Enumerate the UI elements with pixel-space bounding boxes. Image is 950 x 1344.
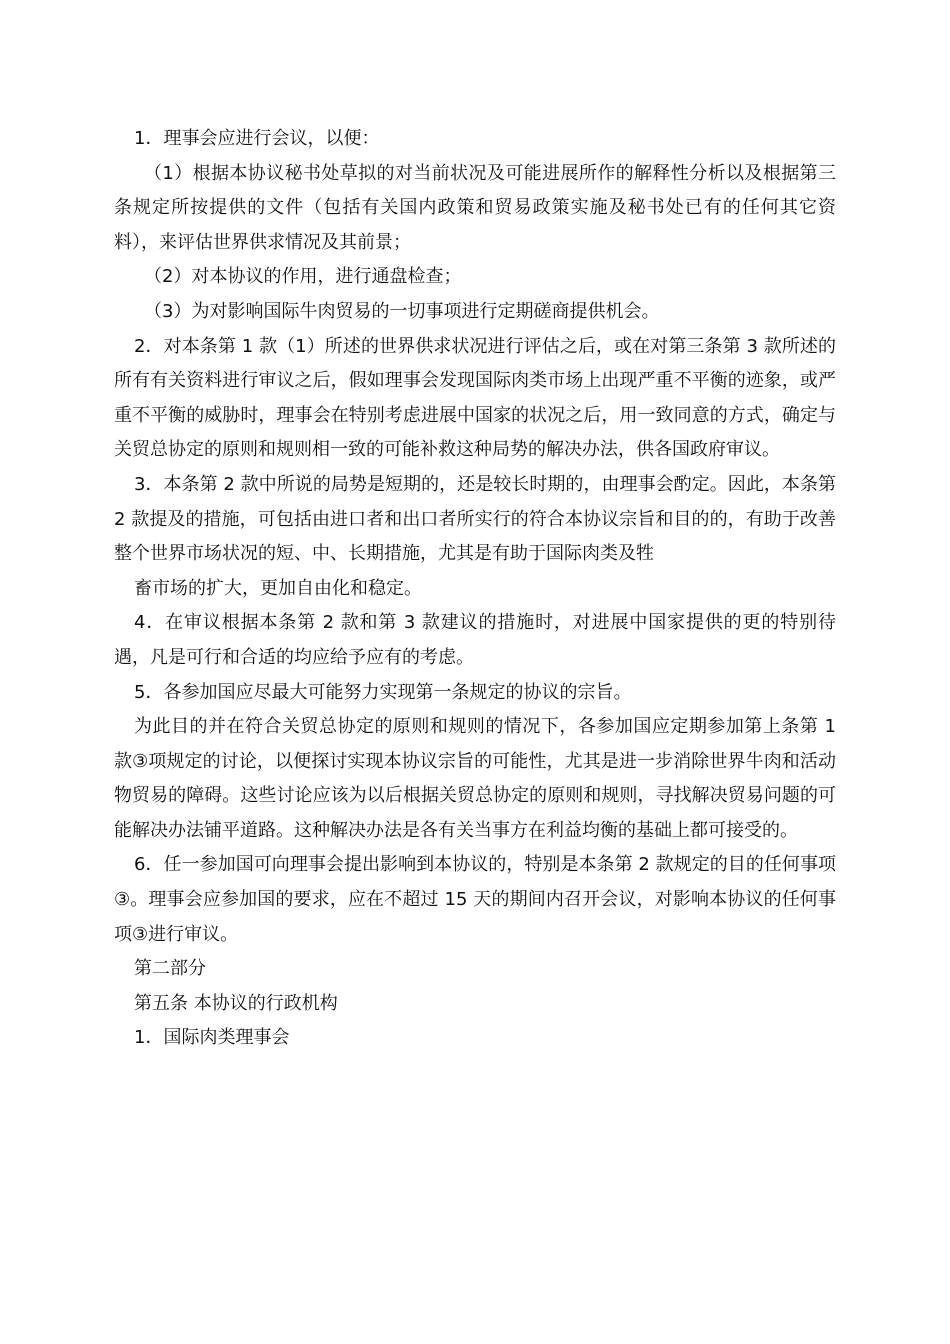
paragraph-sub-item-2: （2）对本协议的作用，进行通盘检查；: [144, 266, 462, 288]
part-heading: 第二部分: [134, 958, 206, 980]
paragraph-item-5-detail: 为此目的并在符合关贸总协定的原则和规则的情况下，各参加国应定期参加第上条第 1 款③项规定的讨论，以便探讨实现本协议宗旨的可能性，尤其是进一步消除世界牛肉和活动物贸易的障碍。这些讨论应该为以后根据关贸总协定的原则和规则，寻找解决贸易问题的可能解决办法铺平道路。这种解决办法是各有关当事方在利益均衡的基础上都可接受的。: [114, 716, 836, 841]
paragraph-sub-item-1: （1）根据本协议秘书处草拟的对当前状况及可能进展所作的解释性分析以及根据第三条规定所按提供的文件（包括有关国内政策和贸易政策实施及秘书处已有的任何其它资料），来评估世界供求情况及其前景；: [114, 162, 836, 253]
paragraph-item-1-heading: 1．理事会应进行会议，以便：: [134, 128, 380, 149]
paragraph-item-3: 3．本条第 2 款中所说的局势是短期的，还是较长时期的，由理事会酌定。因此，本条第 2 款提及的措施，可包括由进口者和出口者所实行的符合本协议宗旨和目的的，有助于改善整个世界市场状况的短、中、长期措施，尤其是有助于国际肉类及牲: [114, 473, 836, 565]
paragraph-item-2: 2．对本条第 1 款（1）所述的世界供求状况进行评估之后，或在对第三条第 3 款所述的所有有关资料进行审议之后，假如理事会发现国际肉类市场上出现严重不平衡的迹象，或严重不平衡的威胁时，理事会在特别考虑进展中国家的状况之后，用一致同意的方式，确定与关贸总协定的原则和规则相一致的可能补救这种局势的解决办法，供各国政府审议。: [114, 335, 836, 461]
paragraph-item-3-continuation: 畜市场的扩大，更加自由化和稳定。: [134, 577, 422, 599]
paragraph-item-5: 5．各参加国应尽最大可能努力实现第一条规定的协议的宗旨。: [134, 681, 632, 703]
paragraph-sub-item-3: （3）为对影响国际牛肉贸易的一切事项进行定期磋商提供机会。: [144, 300, 660, 322]
section-heading: 1．国际肉类理事会: [134, 1027, 290, 1049]
article-heading: 第五条 本协议的行政机构: [134, 992, 338, 1014]
document-body: [114, 122, 836, 1056]
paragraph-item-4: 4．在审议根据本条第 2 款和第 3 款建议的措施时，对进展中国家提供的更的特别待遇，凡是可行和合适的均应给予应有的考虑。: [114, 612, 836, 668]
paragraph-item-6: 6．任一参加国可向理事会提出影响到本协议的，特别是本条第 2 款规定的目的任何事项③。理事会应参加国的要求，应在不超过 15 天的期间内召开会议，对影响本协议的任何事项③进行审议。: [114, 854, 836, 945]
